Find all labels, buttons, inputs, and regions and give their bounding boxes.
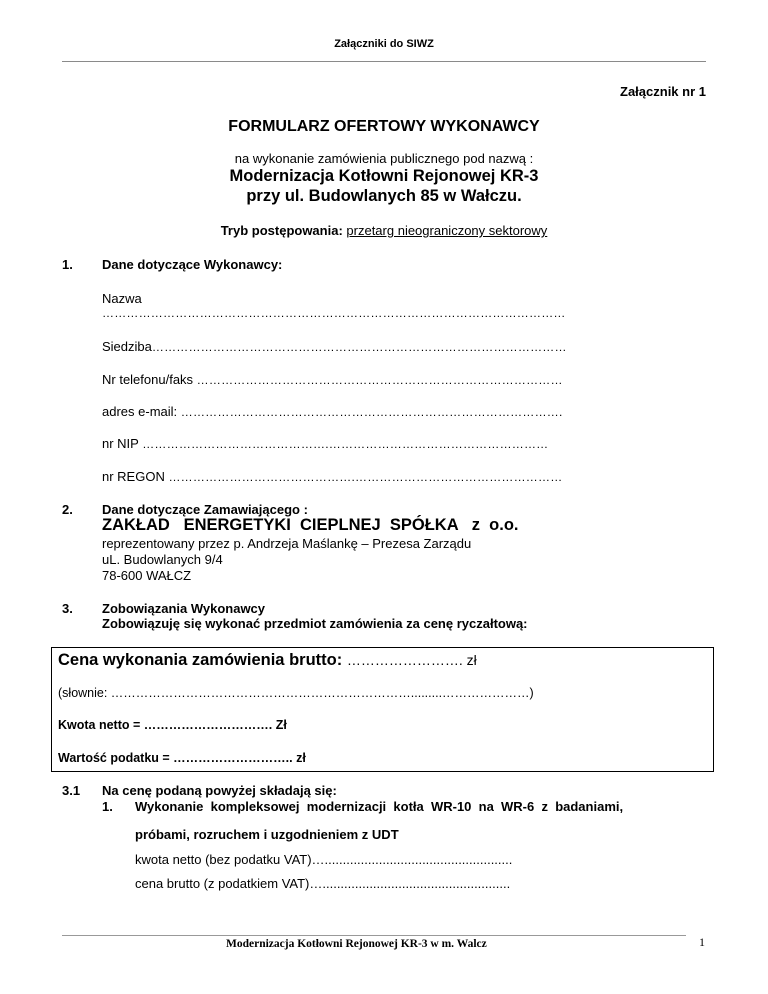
section3-number: 3. [62, 601, 73, 616]
price-in-words-field[interactable]: (słownie: ……………………………………………………………….........…………………) [58, 686, 534, 700]
tax-amount-field[interactable]: Wartość podatku = ……………………….. zł [58, 751, 306, 765]
procedure-value: przetarg nieograniczony sektorowy [346, 223, 548, 238]
employer-company: ZAKŁAD ENERGETYKI CIEPLNEJ SPÓŁKA z o.o. [102, 516, 519, 534]
contractor-seat-field[interactable]: ………………………………………………………………………………………… [151, 340, 567, 354]
contractor-email-row [102, 404, 563, 419]
section2-number: 2. [62, 502, 73, 517]
contractor-name-label: Nazwa [102, 291, 142, 306]
form-title: FORMULARZ OFERTOWY WYKONAWCY [228, 118, 540, 135]
section31-number: 3.1 [62, 783, 81, 798]
contractor-email-field[interactable]: …………………………………………………………………………………. [180, 405, 563, 419]
section3-subheading: Zobowiązuję się wykonać przedmiot zamówienia za cenę ryczałtową: [102, 616, 528, 631]
running-header: Załączniki do SIWZ [334, 38, 434, 50]
footer-divider [62, 935, 686, 936]
contractor-seat-row [102, 339, 567, 354]
procedure-label: Tryb postępowania: [220, 223, 343, 238]
section3-heading: Zobowiązania Wykonawcy [102, 601, 266, 616]
header-divider [62, 61, 706, 62]
annex-label: Załącznik nr 1 [620, 84, 706, 99]
item1-description-line1: Wykonanie kompleksowej modernizacji kotła WR-10 na WR-6 z badaniami, [135, 799, 624, 814]
contractor-regon-label: nr REGON [102, 469, 165, 484]
item1-gross-field[interactable]: cena brutto (z podatkiem VAT)….................................................... [135, 876, 511, 891]
contractor-name-field[interactable]: …………………………………………………………………………………………………… [102, 306, 566, 320]
contractor-phone-field[interactable]: ……………………………………………………………………………… [196, 373, 563, 387]
item1-number: 1. [102, 799, 113, 814]
page-number: 1 [699, 935, 705, 949]
section2-heading: Dane dotyczące Zamawiającego : [102, 502, 308, 517]
employer-city: 78-600 WAŁCZ [102, 568, 192, 583]
employer-representative: reprezentowany przez p. Andrzeja Maślankę – Prezesa Zarządu [102, 536, 472, 551]
section1-heading: Dane dotyczące Wykonawcy: [102, 257, 283, 272]
section1-number: 1. [62, 257, 73, 272]
item1-net-field[interactable]: kwota netto (bez podatku VAT)….................................................... [135, 852, 513, 867]
project-name-line2: przy ul. Budowlanych 85 w Wałczu. [246, 187, 522, 205]
footer-title: Modernizacja Kotłowni Rejonowej KR-3 w m. Walcz [226, 938, 487, 950]
contractor-nip-field[interactable]: ……………………………………….……………………………………………… [142, 437, 549, 451]
form-subtitle: na wykonanie zamówienia publicznego pod nazwą : [234, 151, 534, 166]
contractor-nip-row [102, 436, 548, 451]
procedure-line [0, 223, 768, 238]
contractor-phone-row [102, 372, 563, 387]
employer-street: uL. Budowlanych 9/4 [102, 552, 223, 567]
contractor-regon-row [102, 469, 562, 484]
contractor-regon-field[interactable]: ……………………………………….…………………………………………… [168, 470, 563, 484]
contractor-phone-label: Nr telefonu/faks [102, 372, 194, 387]
gross-price-field[interactable]: ……………………. zł [346, 652, 477, 668]
gross-price-row [58, 651, 477, 670]
project-name-line1: Modernizacja Kotłowni Rejonowej KR-3 [229, 167, 539, 185]
item1-description-line2: próbami, rozruchem i uzgodnieniem z UDT [135, 827, 399, 842]
contractor-email-label: adres e-mail: [102, 404, 178, 419]
contractor-seat-label: Siedziba [102, 339, 152, 354]
section31-heading: Na cenę podaną powyżej składają się: [102, 783, 337, 798]
net-amount-field[interactable]: Kwota netto = …………………………. Zł [58, 718, 287, 732]
contractor-nip-label: nr NIP [102, 436, 139, 451]
gross-price-label: Cena wykonania zamówienia brutto: [58, 651, 343, 669]
